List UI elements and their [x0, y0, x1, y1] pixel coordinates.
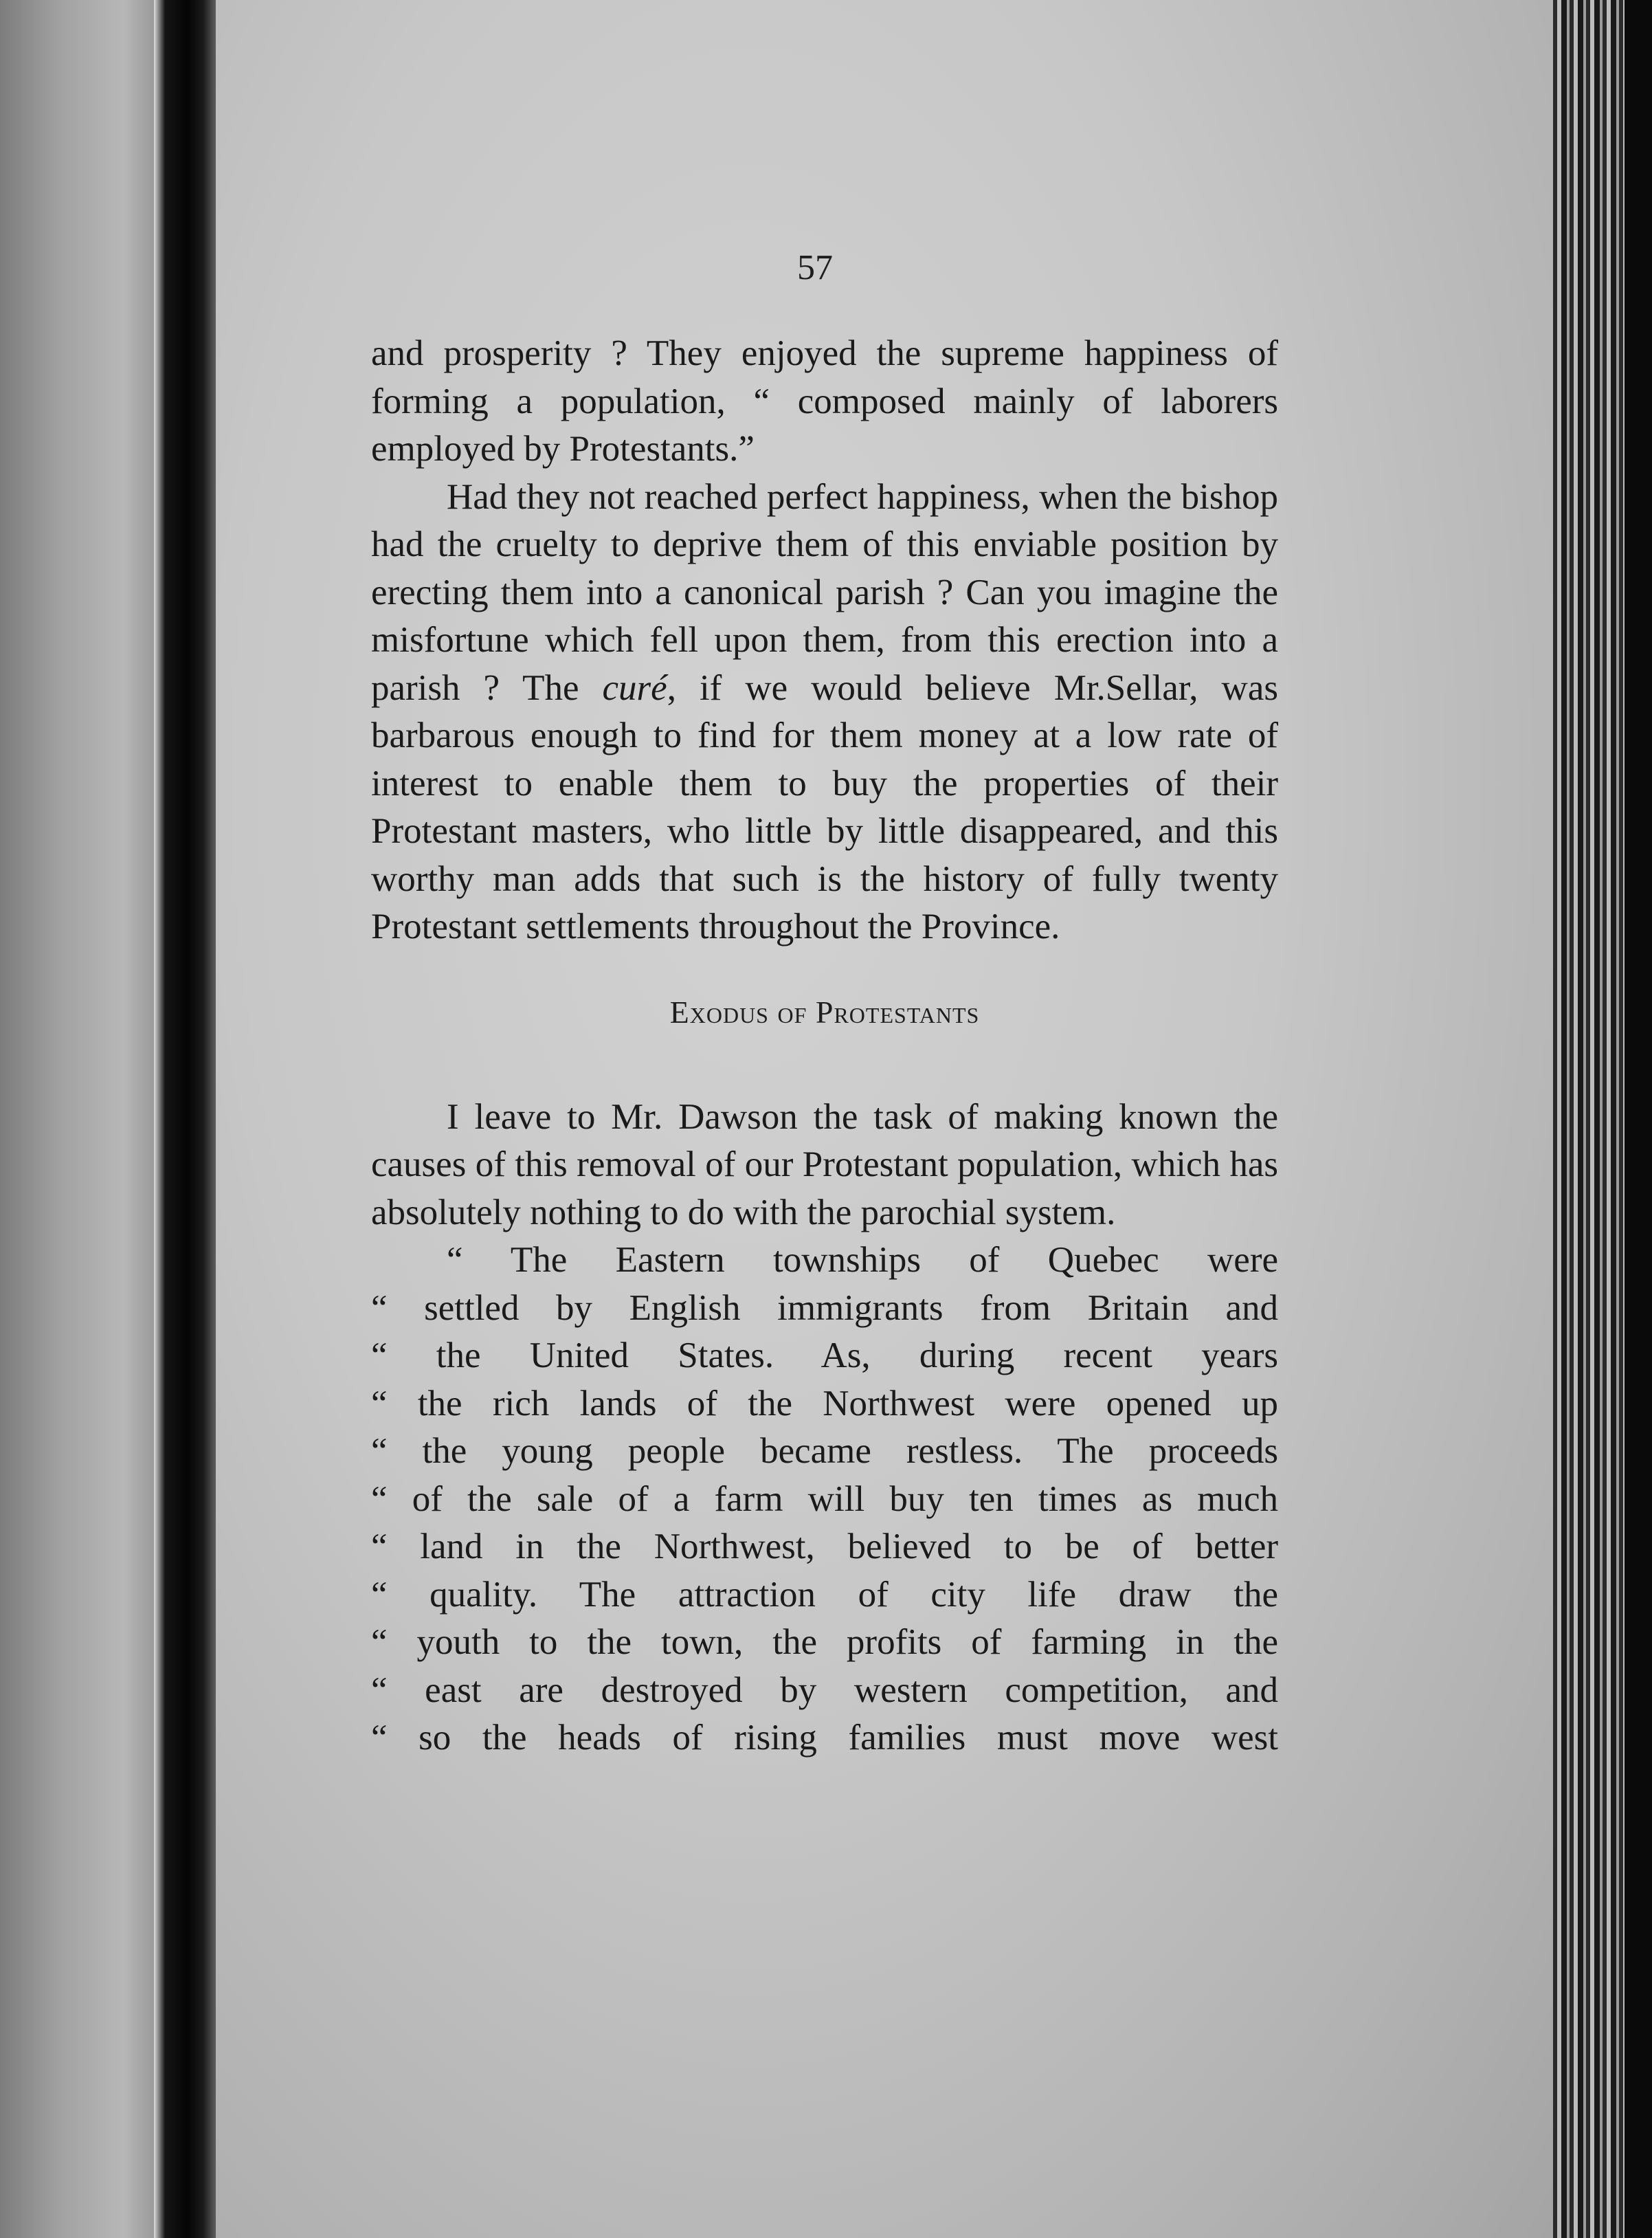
italic-cure: curé	[602, 667, 667, 708]
paragraph-2-end: , if we would believe Mr.Sellar, was barbarous enough to find for them money at a low rate of interest to enable them to buy the properties of their Protestant masters, who little by little disappeared, and this worthy man adds that such is the history of fully twenty Protestant settlements throughout the Province.	[371, 667, 1278, 946]
quote-line: “ the United States. As, during recent years	[371, 1336, 1278, 1375]
quote-line: “ settled by English immigrants from Britain and	[371, 1287, 1278, 1328]
quote-line: “ youth to the town, the profits of farming in the	[371, 1622, 1278, 1662]
quote-line: “ so the heads of rising families must move west	[371, 1718, 1278, 1758]
page-stack-edges	[1553, 0, 1652, 2238]
quote-line: “ The Eastern townships of Quebec were	[447, 1240, 1278, 1280]
adjacent-page-edge	[0, 0, 154, 2238]
quote-line: “ the young people became restless. The proceeds	[371, 1431, 1278, 1471]
quote-line: “ of the sale of a farm will buy ten times as much	[371, 1478, 1278, 1519]
quote-line: “ east are destroyed by western competition, and	[371, 1670, 1278, 1710]
paragraph-1: and prosperity ? They enjoyed the supreme happiness of forming a population, “ composed mainly of laborers employed by Protestants.”	[371, 333, 1278, 469]
paragraph-3: I leave to Mr. Dawson the task of making known the causes of this removal of our Protestant population, which has absolutely nothing to do with the parochial system.	[371, 1096, 1278, 1232]
block-quote	[371, 1237, 1278, 1762]
paragraph-2-start: Had they not reached perfect happiness, when the bishop had the cruelty to deprive them of this enviable position by erecting them into a canonical parish ? Can you imagine the misfortune which fell upon them, from this erection into a parish ? The	[371, 476, 1278, 708]
quote-line: “ quality. The attraction of city life draw the	[371, 1574, 1278, 1615]
page-number: 57	[797, 248, 833, 287]
section-heading: Exodus of Protestants	[669, 994, 980, 1030]
quote-line: “ the rich lands of the Northwest were opened up	[371, 1383, 1278, 1423]
quote-line: “ land in the Northwest, believed to be of better	[371, 1527, 1278, 1566]
body-text	[371, 247, 1278, 1762]
paragraph-2	[371, 474, 1278, 951]
book-gutter	[154, 0, 216, 2238]
